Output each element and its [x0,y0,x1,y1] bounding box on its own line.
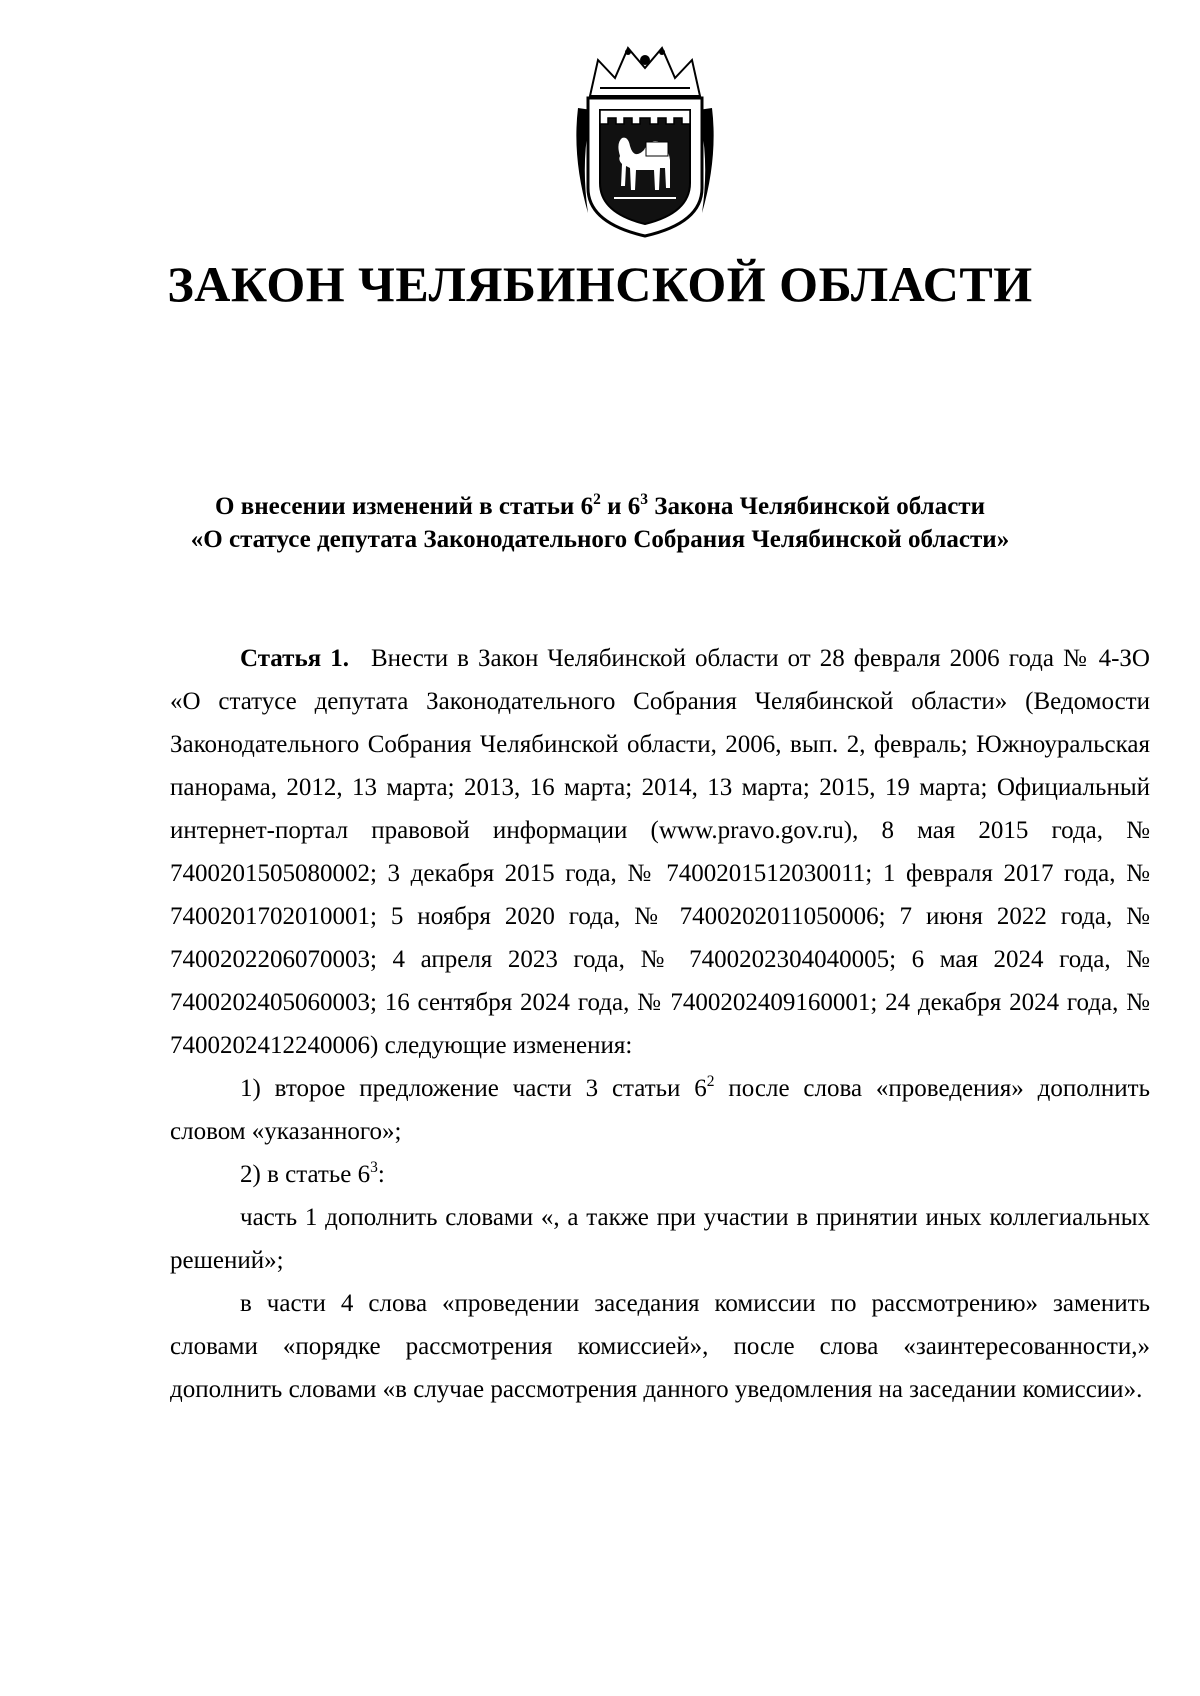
coat-of-arms [570,38,720,238]
amendment-part-1: часть 1 дополнить словами «, а также при участии в принятии иных коллегиальных решений»; [170,1204,1150,1274]
article-1-intro: Статья 1. Внести в Закон Челябинской области от 28 февраля 2006 года № 4-ЗО «О статусе депутата Законодательного Собрания Челябинской области» (Ведомости Законодательного Собрания Челябинской области, 2006, вып. 2, февраль; Южноуральская панорама, 2012, 13 марта; 2013, 16 марта; 2014, 13 марта; 2015, 19 марта; Официальный интернет-портал правовой информации (www.pravo.gov.ru), 8 мая 2015 года, № 7400201505080002; 3 декабря 2015 года, № 7400201512030011; 1 февраля 2017 года, № 7400201702010001; 5 ноября 2020 года, № 7400202011050006; 7 июня 2022 года, № 7400202206070003; 4 апреля 2023 года, № 7400202304040005; 6 мая 2024 года, № 7400202405060003; 16 сентября 2024 года, № 7400202409160001; 24 декабря 2024 года, № 7400202412240006) следующие изменения: [170,645,1150,1059]
amendment-item-1: 1) второе предложение части 3 статьи $6^2$ после слова «проведения» дополнить словом «указанного»; [170,1072,1150,1145]
amendment-part-4: в части 4 слова «проведении заседания комиссии по рассмотрению» заменить словами «порядке рассмотрения комиссией», после слова «заинтересованности,» дополнить словами «в случае рассмотрения данного уведомления на заседании комиссии». [170,1290,1150,1403]
amendment-item-2: 2) в статье $6^3$: [240,1158,385,1188]
chelyabinsk-coat-of-arms-icon [570,38,720,238]
law-body [170,637,1150,1411]
subtitle-line-2: «О статусе депутата Законодательного Собрания Челябинской области» [190,526,1010,553]
article-label: Статья 1. [240,645,349,672]
law-subtitle [0,490,1200,556]
subtitle-line-1: О внесении изменений в статьи $6^2$ и $6^3$ Закона Челябинской области [215,490,985,520]
law-title: ЗАКОН ЧЕЛЯБИНСКОЙ ОБЛАСТИ [167,256,1033,312]
